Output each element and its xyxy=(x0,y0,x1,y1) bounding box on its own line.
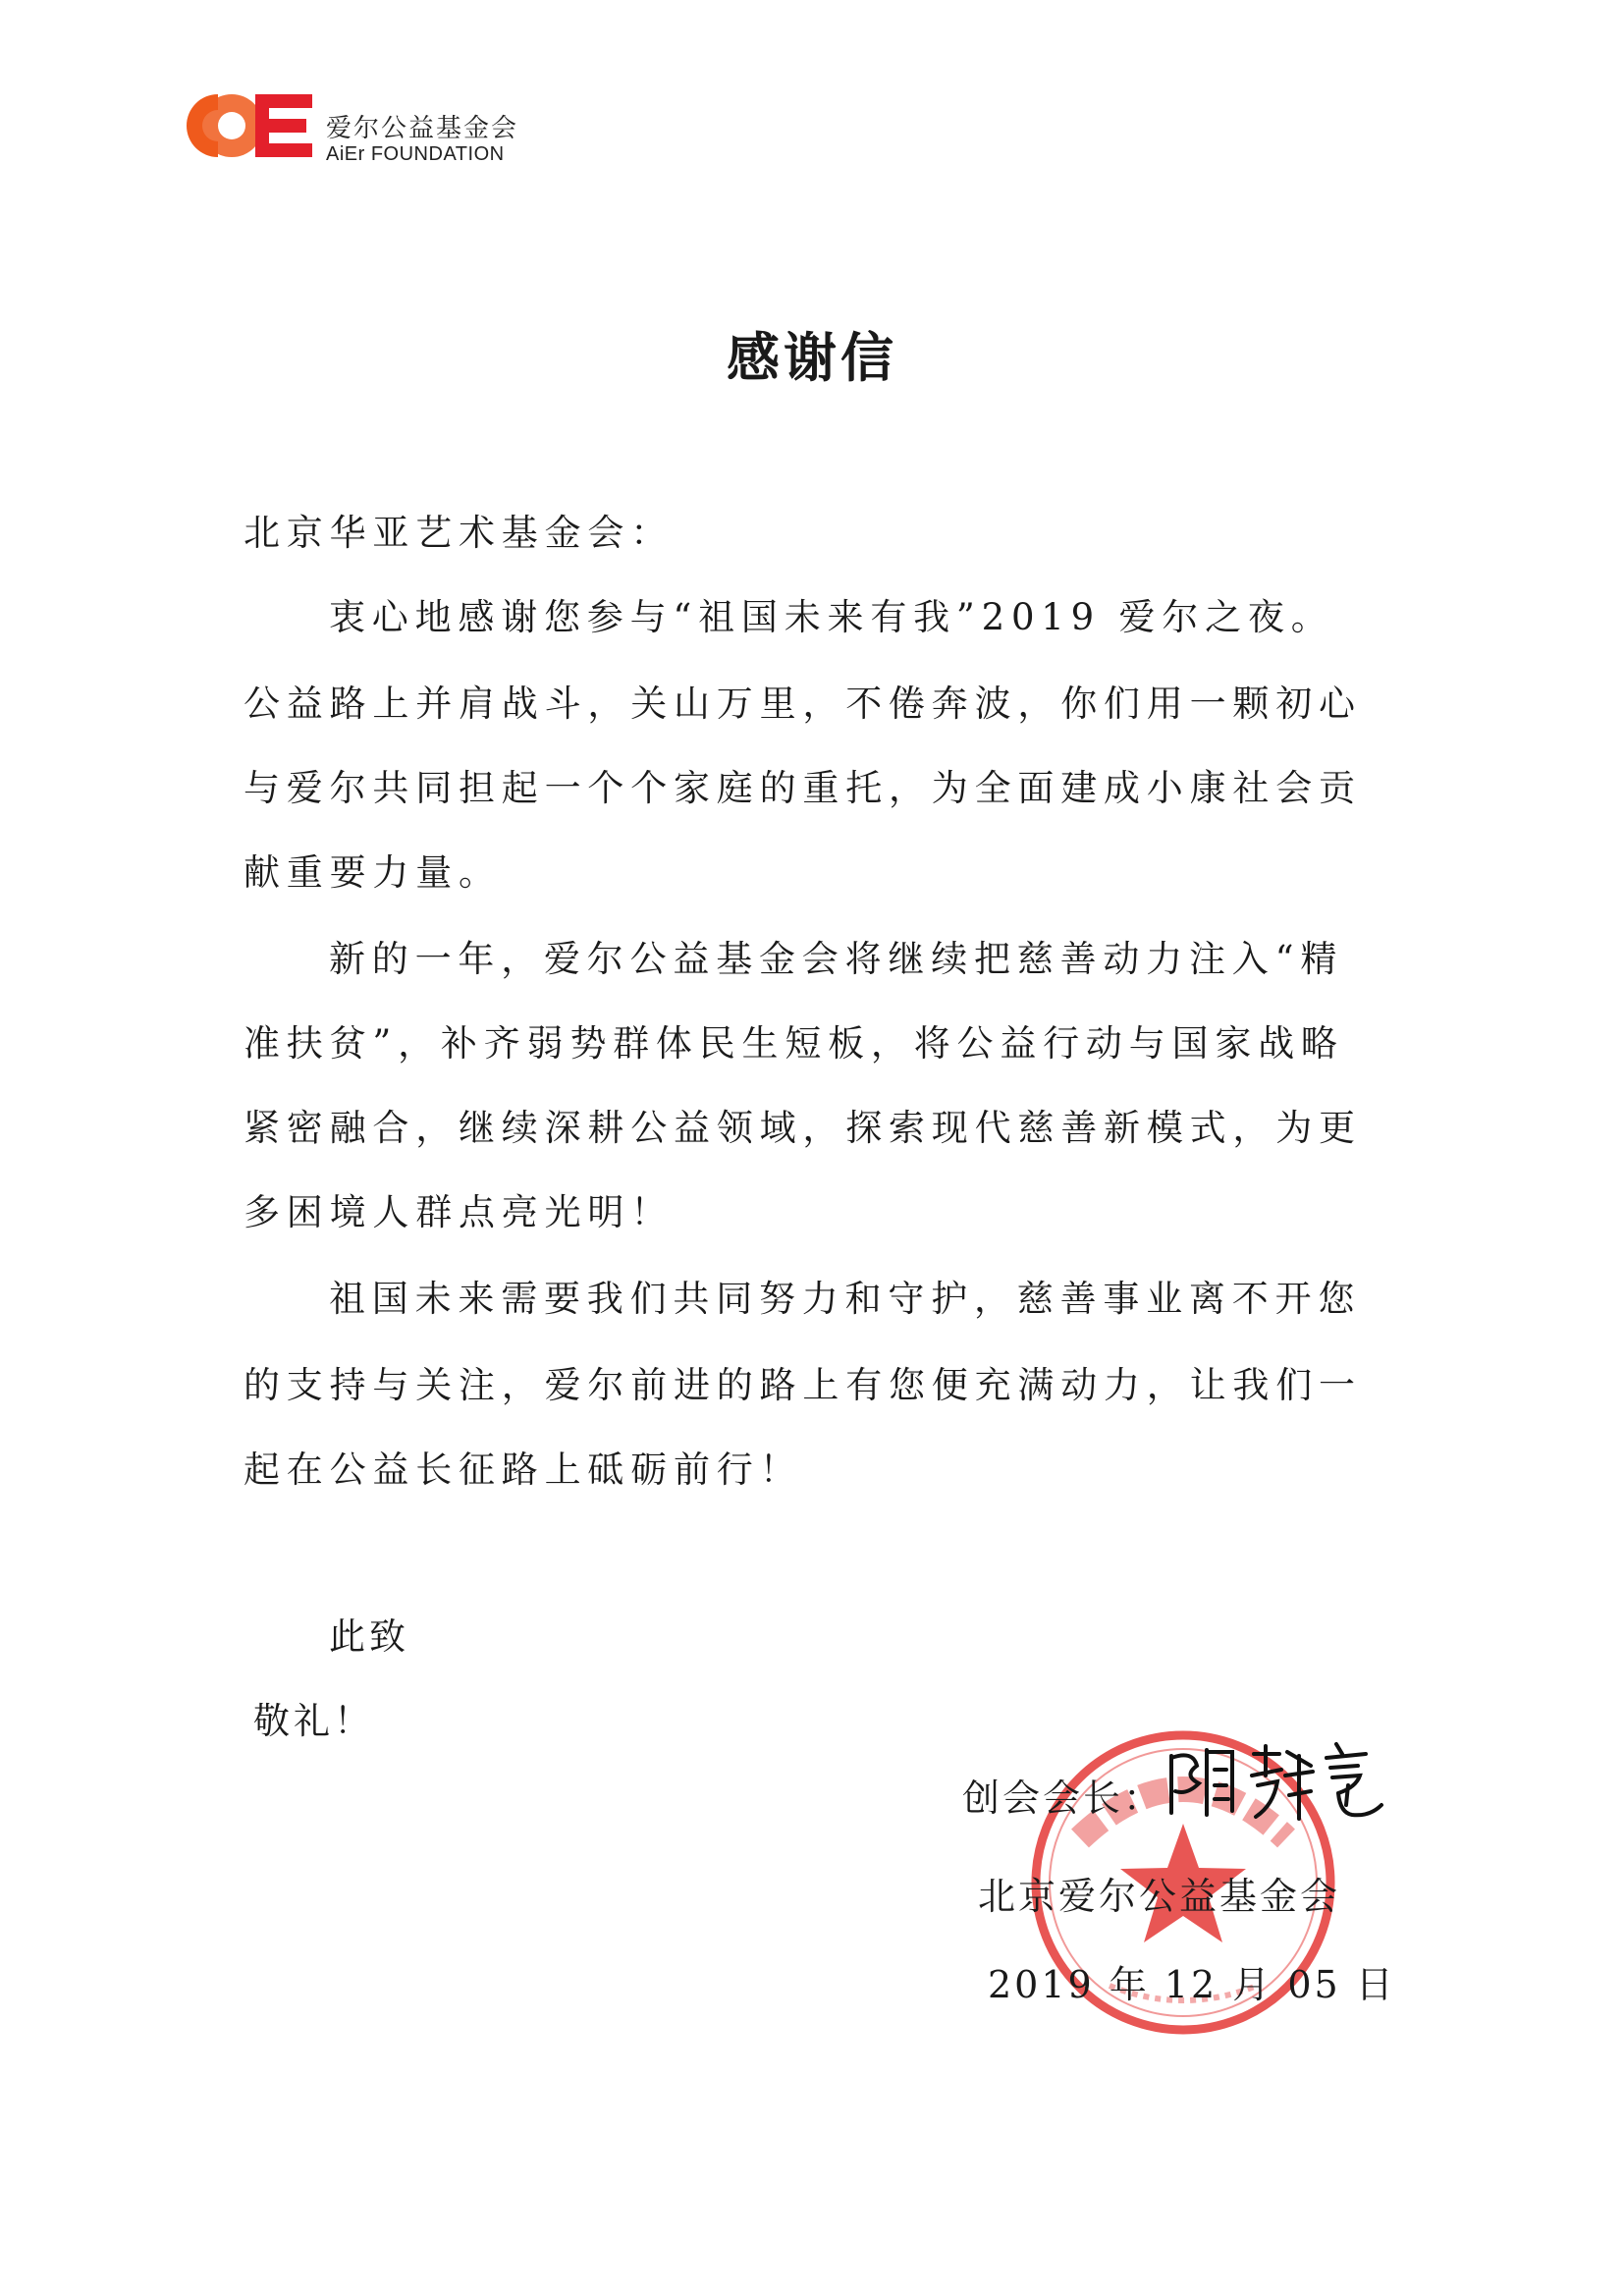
body-line: 献重要力量。 xyxy=(244,851,502,894)
aier-logo-icon xyxy=(179,86,316,165)
body-line: 准扶贫”，补齐弱势群体民生短板，将公益行动与国家战略 xyxy=(244,1022,1344,1065)
closing-greeting: 此致 xyxy=(329,1615,409,1658)
body-line: 与爱尔共同担起一个个家庭的重托，为全面建成小康社会贡 xyxy=(244,767,1362,809)
body-line: 多困境人群点亮光明！ xyxy=(244,1191,674,1233)
org-name-en: AiEr FOUNDATION xyxy=(326,143,505,165)
closing-salute: 敬礼！ xyxy=(253,1700,374,1742)
body-line: 公益路上并肩战斗，关山万里，不倦奔波，你们用一颗初心 xyxy=(244,683,1362,725)
letter-title: 感谢信 xyxy=(727,327,897,389)
body-line: 起在公益长征路上砥砺前行！ xyxy=(244,1449,803,1491)
organization-name: 北京爱尔公益基金会 xyxy=(978,1875,1341,1918)
signer-title: 创会会长： xyxy=(962,1777,1164,1820)
org-name-cn: 爱尔公益基金会 xyxy=(326,114,519,143)
header-logo xyxy=(179,86,552,165)
salutation: 北京华亚艺术基金会： xyxy=(244,512,674,554)
body-line: 新的一年，爱尔公益基金会将继续把慈善动力注入“精 xyxy=(329,938,1344,980)
letter-date: 2019 年 12 月 05 日 xyxy=(988,1963,1396,2006)
handwritten-signature-icon xyxy=(1164,1736,1389,1825)
body-line: 祖国未来需要我们共同努力和守护，慈善事业离不开您 xyxy=(329,1278,1362,1320)
body-line: 的支持与关注，爱尔前进的路上有您便充满动力，让我们一 xyxy=(244,1364,1362,1406)
body-line: 衷心地感谢您参与“祖国未来有我”2019 爱尔之夜。 xyxy=(329,596,1334,638)
body-line: 紧密融合，继续深耕公益领域，探索现代慈善新模式，为更 xyxy=(244,1107,1362,1149)
